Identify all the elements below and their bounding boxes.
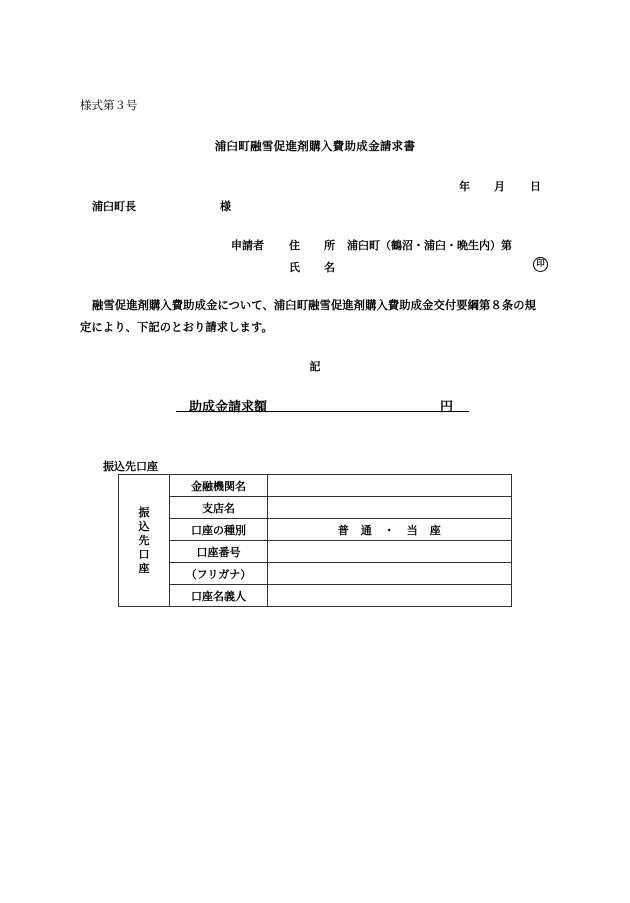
side-char: 口 [138, 547, 150, 561]
account-type-field[interactable]: 普 通 ・ 当 座 [268, 519, 512, 541]
bank-account-table [118, 474, 512, 607]
ki-heading: 記 [309, 360, 321, 373]
bank-name-label: 金融機関名 [170, 475, 268, 497]
table-row [119, 585, 512, 607]
branch-name-field[interactable] [268, 497, 512, 519]
table-row [119, 519, 512, 541]
table-row [119, 475, 512, 497]
amount-label: 助成金請求額 [189, 400, 268, 415]
table-row [119, 541, 512, 563]
amount-unit: 円 [440, 400, 454, 415]
date-month-label: 月 [494, 180, 505, 193]
furigana-label: （フリガナ） [170, 563, 268, 585]
side-char: 座 [138, 561, 150, 575]
bank-name-field[interactable] [268, 475, 512, 497]
body-text-line-2: 定により、下記のとおり請求します。 [80, 321, 273, 334]
address-value: 浦臼町（鶴沼・浦臼・晩生内）第 [347, 239, 512, 252]
form-number: 様式第３号 [80, 98, 138, 112]
bank-side-label [119, 475, 170, 607]
body-text-line-1: 融雪促進剤購入費助成金について、浦臼町融雪促進剤購入費助成金交付要綱第８条の規 [92, 299, 537, 312]
account-holder-label: 口座名義人 [170, 585, 268, 607]
date-day-label: 日 [530, 180, 541, 193]
account-number-field[interactable] [268, 541, 512, 563]
table-row [119, 497, 512, 519]
side-char: 先 [138, 533, 150, 547]
document-title: 浦臼町融雪促進剤購入費助成金請求書 [214, 139, 416, 153]
seal-mark: 印 [533, 257, 548, 272]
name-label-2: 名 [324, 261, 335, 274]
furigana-field[interactable] [268, 563, 512, 585]
branch-name-label: 支店名 [170, 497, 268, 519]
account-holder-field[interactable] [268, 585, 512, 607]
name-label-1: 氏 [289, 261, 300, 274]
addressee-honorific: 様 [220, 200, 231, 213]
address-label-1: 住 [289, 239, 300, 252]
date-year-label: 年 [459, 180, 470, 193]
address-label-2: 所 [324, 239, 335, 252]
account-type-label: 口座の種別 [170, 519, 268, 541]
side-char: 込 [138, 519, 150, 533]
table-row [119, 563, 512, 585]
addressee-name: 浦臼町長 [92, 200, 136, 213]
bank-account-heading: 振込先口座 [103, 460, 158, 473]
side-char: 振 [138, 505, 150, 519]
applicant-label: 申請者 [231, 239, 264, 252]
account-number-label: 口座番号 [170, 541, 268, 563]
amount-underline [176, 411, 469, 412]
